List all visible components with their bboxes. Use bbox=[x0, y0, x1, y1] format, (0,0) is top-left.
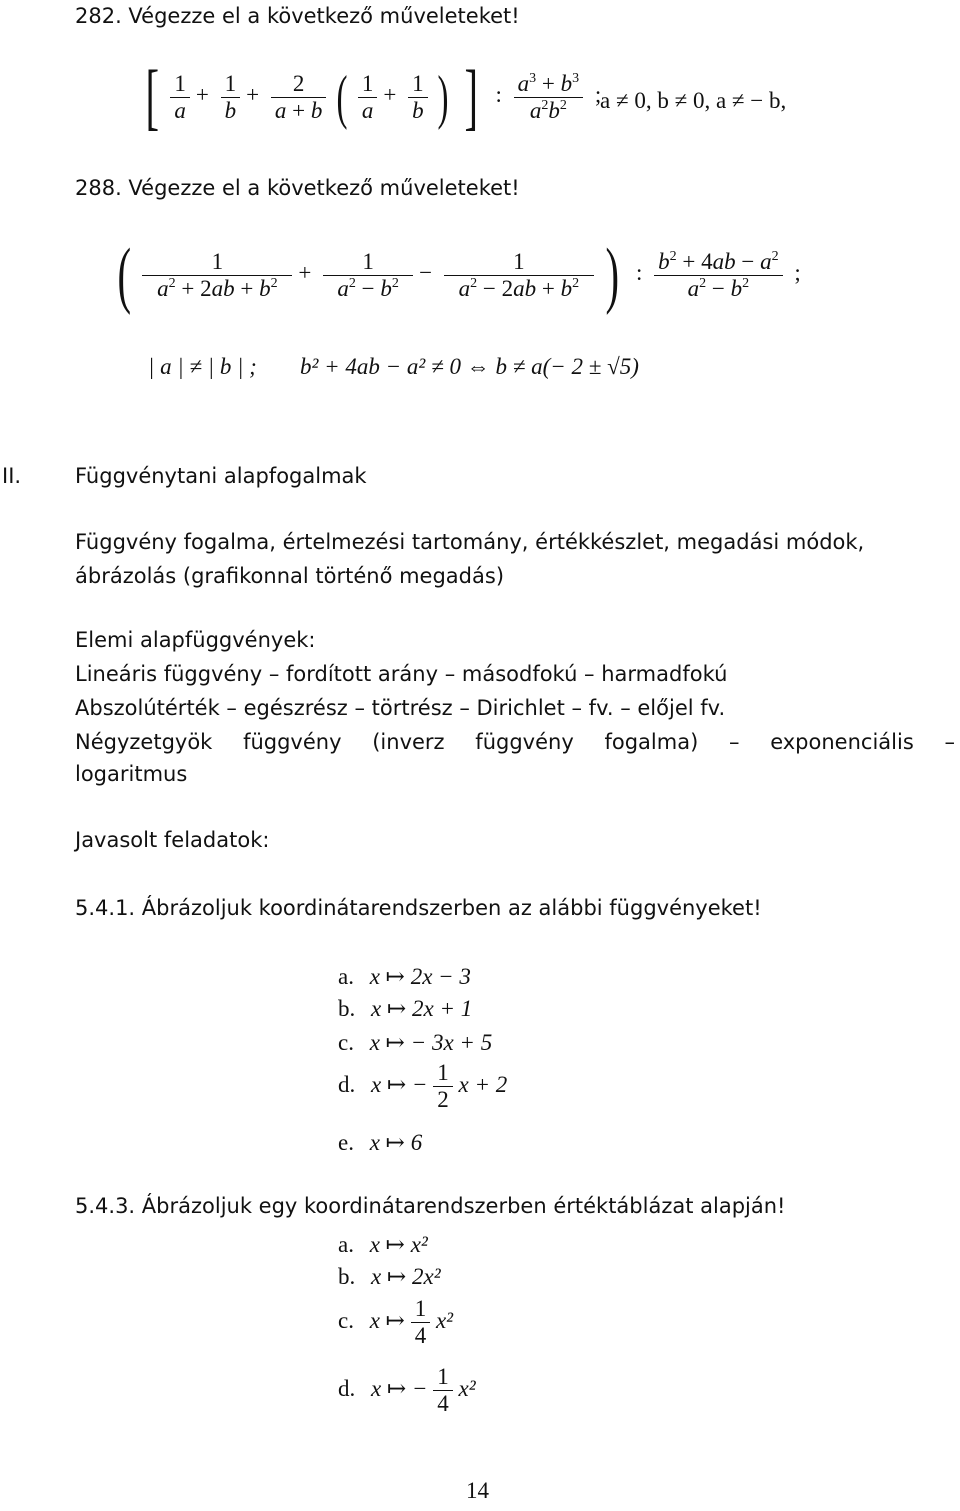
item-expr-post: x² bbox=[435, 1307, 454, 1333]
problem-288-formula: ( $\frac{1}{a^2 + 2ab + b^2}$ + $\frac{1}{a^2 - b^2}$ − $\frac{1}{a^2 - 2ab + b^2}$ ) : $\frac{b^2 + 4ab - a^2}{a^2 - b^2}$ ; bbox=[117, 234, 801, 316]
item-expr-pre: x ↦ − bbox=[371, 1071, 428, 1097]
task-541-item-d bbox=[338, 1060, 507, 1113]
item-label: e. bbox=[338, 1130, 354, 1155]
problem-288-heading: 288. Végezze el a következő műveleteket! bbox=[75, 176, 520, 200]
fraction-numerator: 1 bbox=[414, 1296, 427, 1321]
item-label: b. bbox=[338, 996, 356, 1021]
item-expr: x ↦ 2x² bbox=[371, 1264, 441, 1289]
item-expr-post: x² bbox=[458, 1375, 476, 1401]
item-expr: x ↦ 6 bbox=[369, 1130, 423, 1155]
item-label: d. bbox=[338, 1071, 356, 1097]
function-list-line-4: logaritmus bbox=[75, 762, 188, 786]
task-541-heading: 5.4.1. Ábrázoljuk koordinátarendszerben az alábbi függvényeket! bbox=[75, 896, 762, 920]
word: – bbox=[728, 730, 740, 754]
item-label: a. bbox=[338, 1232, 354, 1257]
word: fogalma) bbox=[604, 730, 699, 754]
item-expr-pre: x ↦ bbox=[369, 1307, 405, 1333]
fraction-numerator: 1 bbox=[437, 1364, 449, 1389]
function-list-line-2: Abszolútérték – egészrész – törtrész – Dirichlet – fv. – előjel fv. bbox=[75, 696, 726, 720]
problem-288-condition-2: b² + 4ab − a² ≠ 0 ⇔ b ≠ a(− 2 ± √5) bbox=[300, 354, 639, 379]
word: (inverz bbox=[372, 730, 445, 754]
problem-282-condition: a ≠ 0, b ≠ 0, a ≠ − b, bbox=[600, 88, 787, 113]
page-number: 14 bbox=[466, 1478, 489, 1503]
task-543-heading: 5.4.3. Ábrázoljuk egy koordinátarendszerben értéktáblázat alapján! bbox=[75, 1194, 786, 1218]
word: Négyzetgyök bbox=[75, 730, 213, 754]
item-label: c. bbox=[338, 1307, 354, 1333]
item-label: b. bbox=[338, 1264, 356, 1289]
fraction-denominator: 4 bbox=[411, 1322, 431, 1349]
elemi-heading: Elemi alapfüggvények: bbox=[75, 628, 316, 652]
task-543-item-c bbox=[338, 1296, 453, 1349]
fraction-denominator: 2 bbox=[433, 1086, 453, 1113]
word: exponenciális bbox=[770, 730, 914, 754]
definition-line-2: ábrázolás (grafikonnal történő megadás) bbox=[75, 564, 505, 588]
fraction-numerator: 1 bbox=[437, 1060, 449, 1085]
javasolt-heading: Javasolt feladatok: bbox=[75, 828, 270, 852]
task-543-item-d bbox=[338, 1364, 476, 1417]
task-541-item-a bbox=[338, 964, 471, 990]
section-number: II. bbox=[2, 464, 22, 488]
task-541-item-c bbox=[338, 1030, 492, 1056]
problem-282-heading: 282. Végezze el a következő műveleteket! bbox=[75, 4, 520, 28]
definition-line-1: Függvény fogalma, értelmezési tartomány, értékkészlet, megadási módok, bbox=[75, 530, 865, 554]
section-title: Függvénytani alapfogalmak bbox=[75, 464, 367, 488]
item-label: c. bbox=[338, 1030, 354, 1055]
item-expr: x ↦ 2x + 1 bbox=[371, 996, 473, 1021]
problem-288-condition-1: | a | ≠ | b | ; bbox=[148, 354, 257, 379]
word: függvény bbox=[475, 730, 574, 754]
function-list-line-3 bbox=[75, 730, 955, 754]
task-543-item-b bbox=[338, 1264, 441, 1290]
item-expr: x ↦ − 3x + 5 bbox=[369, 1030, 493, 1055]
task-541-item-b bbox=[338, 996, 472, 1022]
task-541-item-e bbox=[338, 1130, 422, 1156]
problem-282-formula: [ $\frac{1}{a}$ + $\frac{1}{b}$ + $\frac{2}{a + b}$ ( $\frac{1}{a}$ + $\frac{1}{b}$ ) ] : $\frac{a^3 + b^3}{a^2b^2}$ ; bbox=[145, 56, 602, 138]
word: függvény bbox=[243, 730, 342, 754]
function-list-line-1: Lineáris függvény – fordított arány – másodfokú – harmadfokú bbox=[75, 662, 728, 686]
item-expr: x ↦ 2x − 3 bbox=[369, 964, 471, 989]
item-expr: x ↦ x² bbox=[369, 1232, 428, 1257]
item-label: d. bbox=[338, 1375, 356, 1401]
item-expr-post: x + 2 bbox=[458, 1071, 508, 1097]
item-expr-pre: x ↦ − bbox=[371, 1375, 428, 1401]
task-543-item-a bbox=[338, 1232, 428, 1258]
item-label: a. bbox=[338, 964, 354, 989]
fraction-denominator: 4 bbox=[433, 1390, 453, 1417]
word: – bbox=[944, 730, 955, 754]
